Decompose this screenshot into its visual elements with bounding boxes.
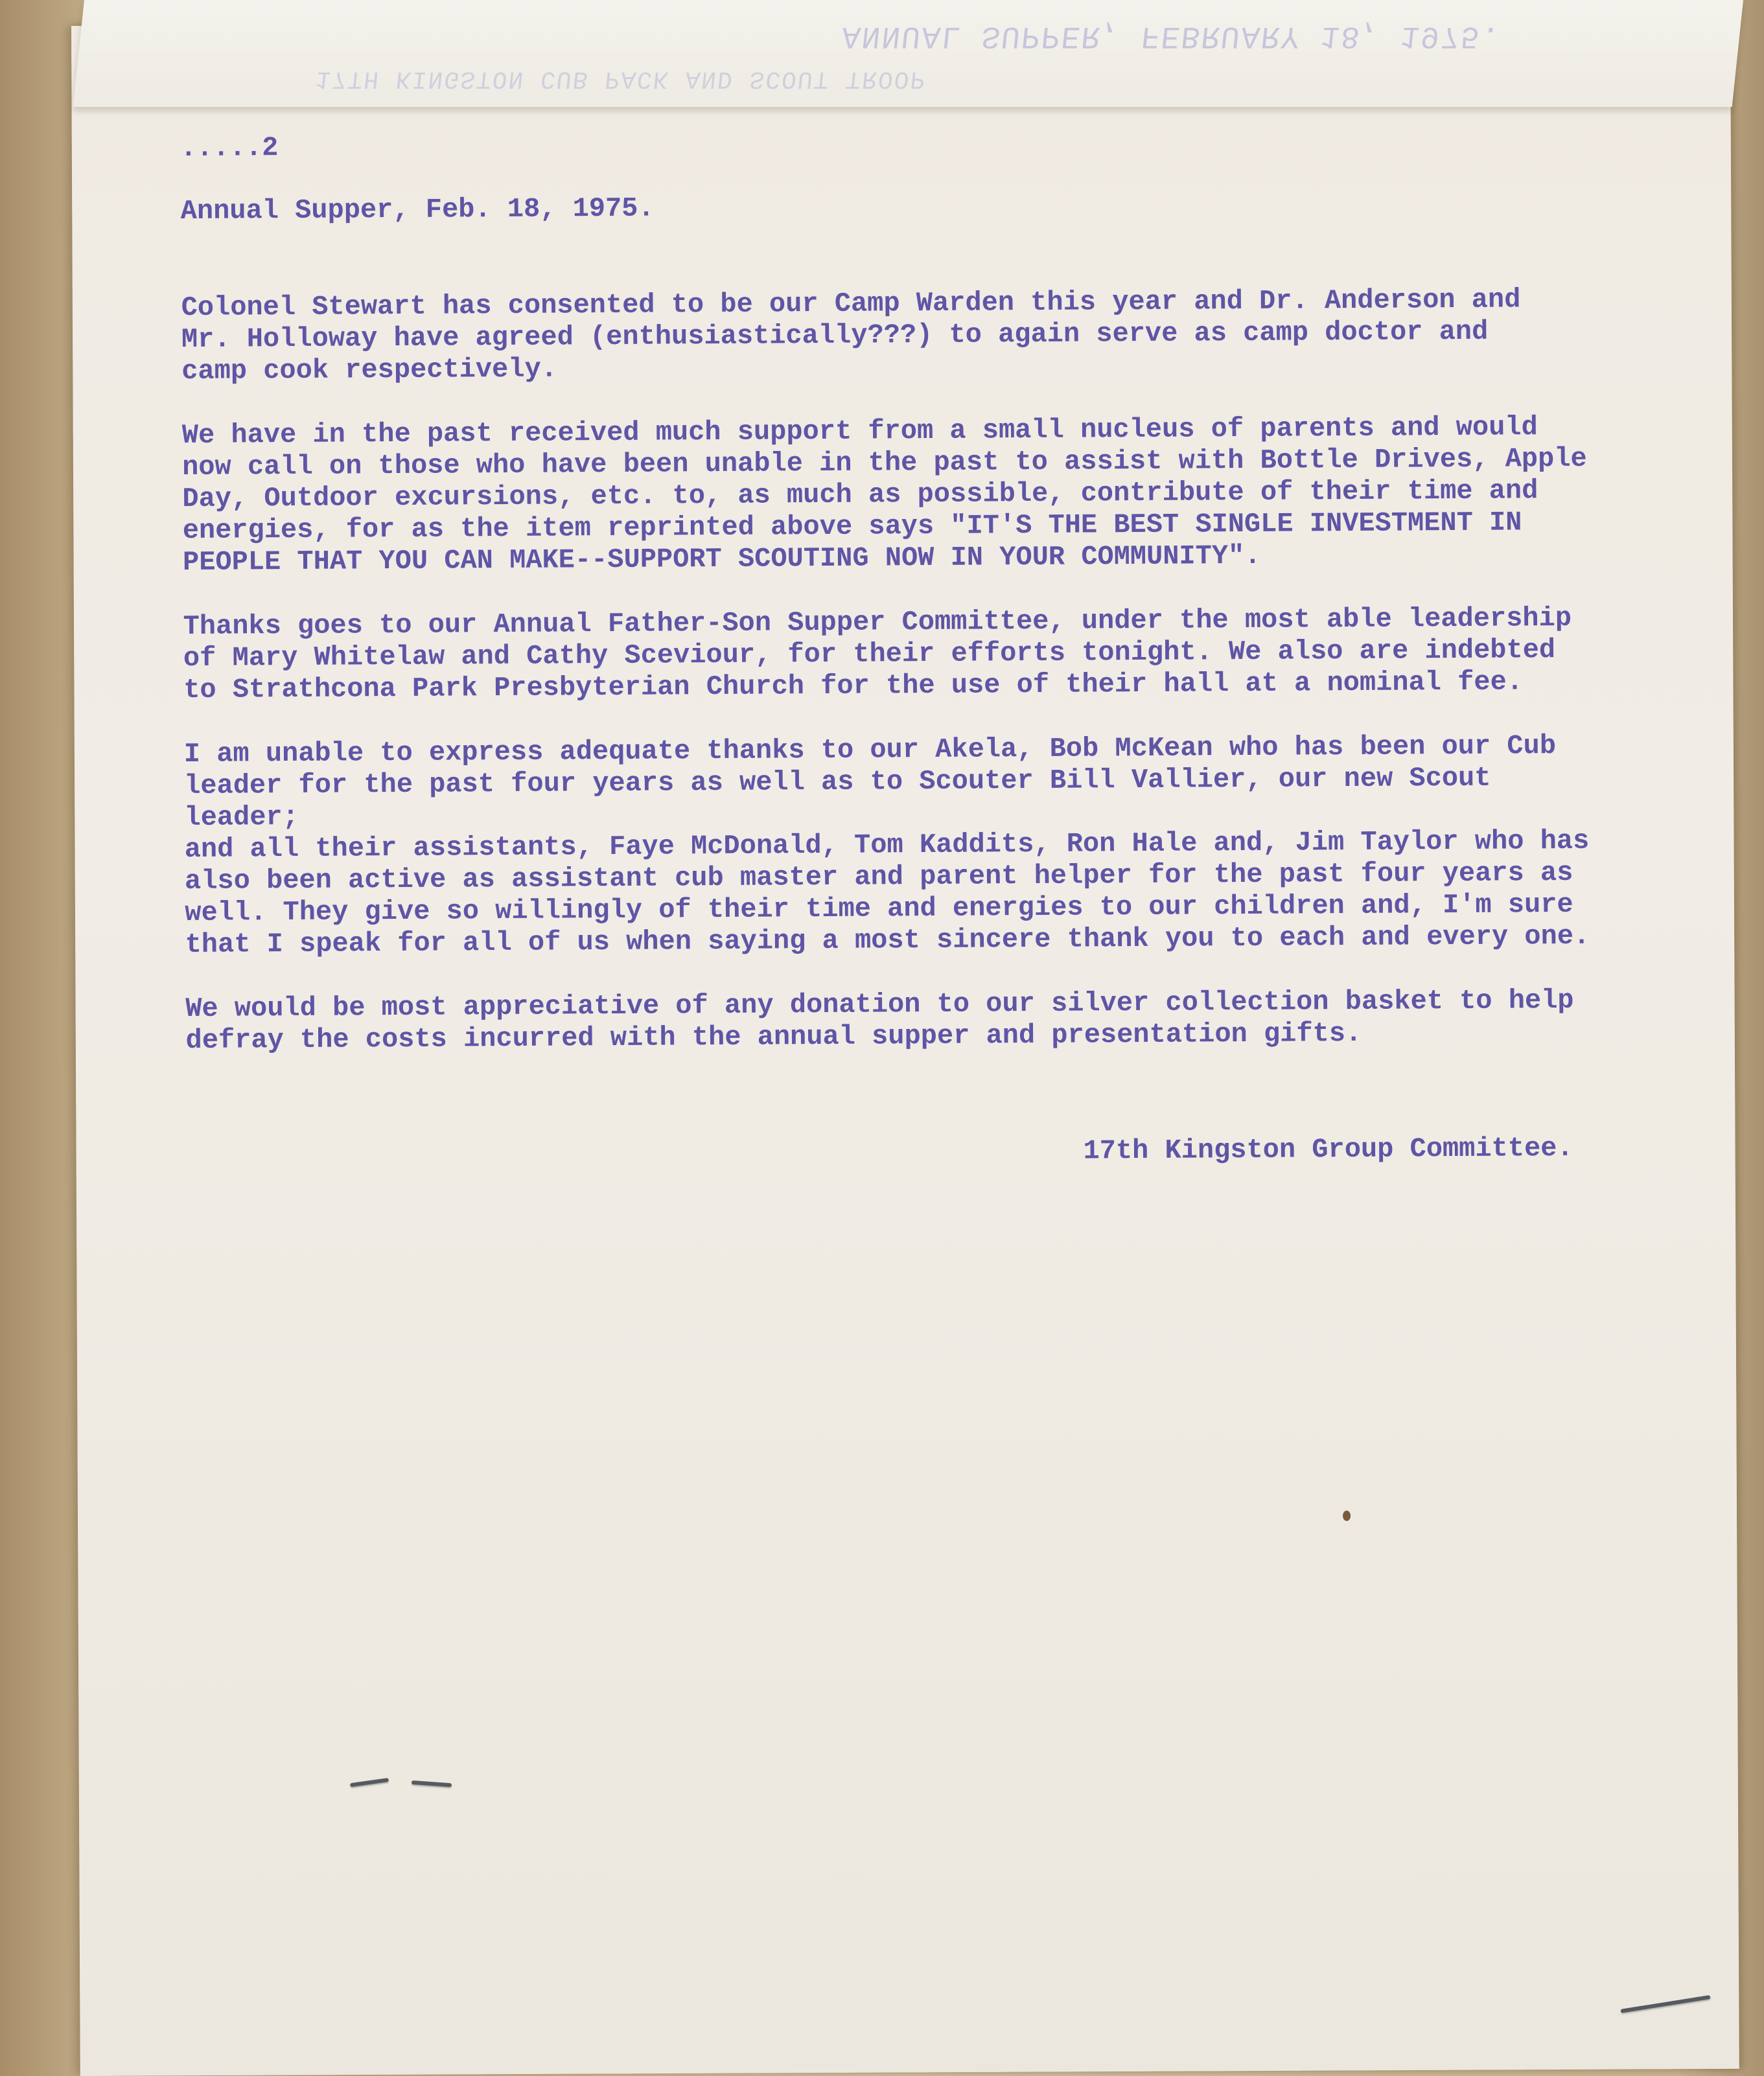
paragraph: Thanks goes to our Annual Father-Son Supper Committee, under the most able leadership of Mary Whitelaw and Cathy Sceviour, for their efforts tonight. We also are indebted to Strathcona Park Presbyterian Church for the use of their hall at a nominal fee.	[183, 602, 1572, 706]
paper-speck	[1343, 1510, 1351, 1521]
letter-body	[180, 124, 1599, 1173]
bleed-through-text: ANNUAL SUPPER, FEBRUARY 18, 1975.	[840, 18, 1503, 53]
paragraph: Colonel Stewart has consented to be our Camp Warden this year and Dr. Anderson and Mr. Holloway have agreed (enthusiastically???) to again serve as camp doctor and camp cook respectively.	[181, 284, 1521, 387]
paragraph: We have in the past received much support from a small nucleus of parents and would now call on those who have been unable in the past to assist with Bottle Drives, Apple Day, Outdoor excursions, etc. to, as much as possible, contribute of their time and energies, for as the item reprinted above says "IT'S THE BEST SINGLE INVESTMENT IN PEOPLE THAT YOU CAN MAKE--SUPPORT SCOUTING NOW IN YOUR COMMUNITY".	[181, 411, 1587, 578]
overlapping-sheet	[73, 0, 1743, 107]
signature-line: 17th Kingston Group Committee.	[1083, 1132, 1573, 1167]
paragraph: I am unable to express adequate thanks to our Akela, Bob McKean who has been our Cub leader for the past four years as well as to Scouter Bill Vallier, our new Scout leader; and all their assistants, Faye McDonald, Tom Kaddits, Ron Hale and, Jim Taylor who has also been active as assistant cub master and parent helper for the past four years as well. They give so willingly of their time and energies to our children and, I'm sure that I speak for all of us when saying a most sincere thank you to each and every one.	[183, 730, 1590, 960]
page-number: .....2	[180, 132, 279, 164]
paragraph: We would be most appreciative of any donation to our silver collection basket to help defray the costs incurred with the annual supper and presentation gifts.	[185, 984, 1574, 1056]
bleed-through-text: 17TH KINGSTON CUB PACK AND SCOUT TROOP	[314, 65, 929, 93]
letter-heading: Annual Supper, Feb. 18, 1975.	[180, 192, 655, 227]
